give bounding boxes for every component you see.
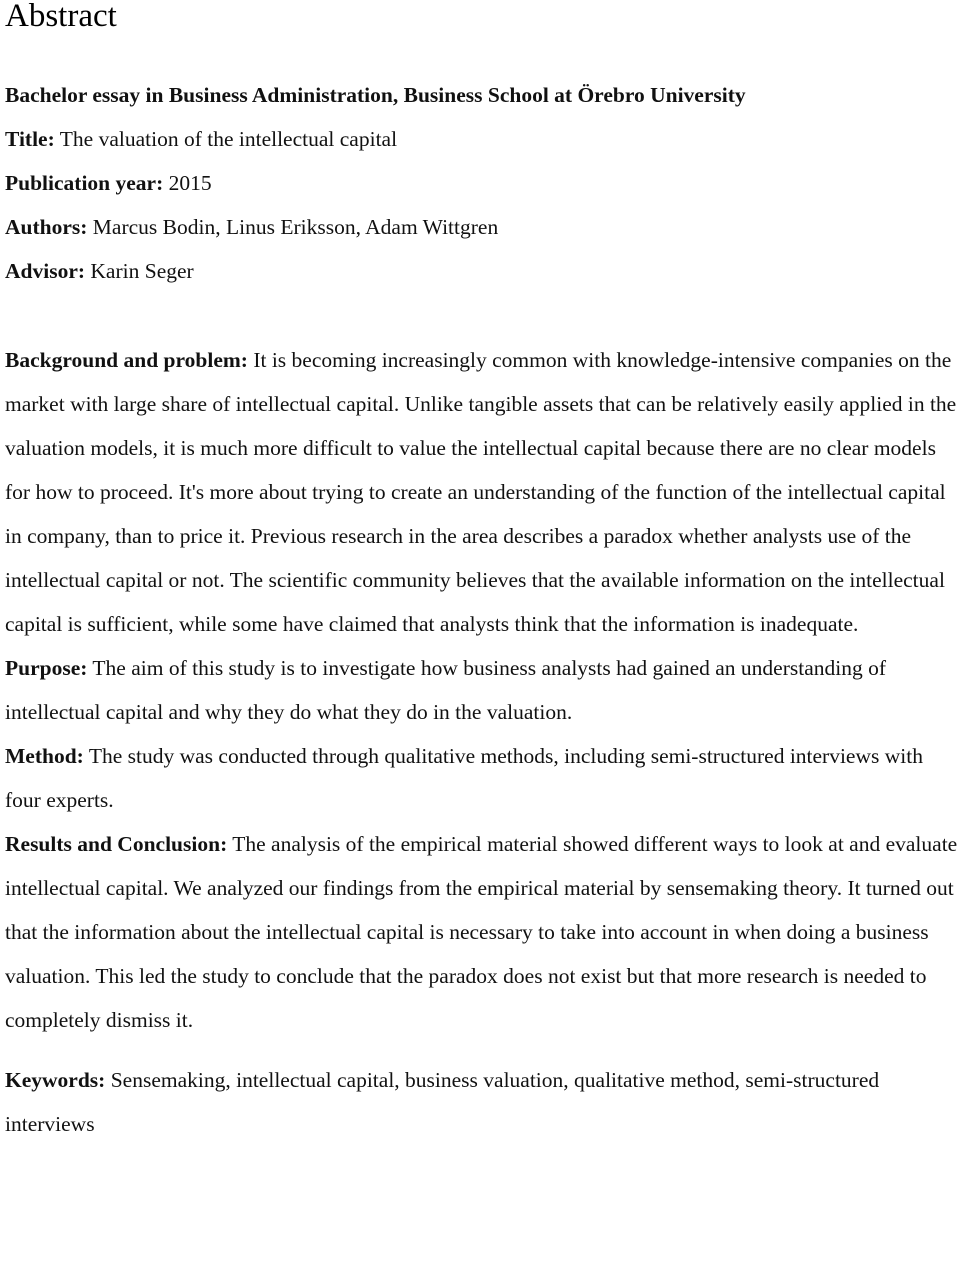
authors-line [5, 212, 960, 256]
advisor-value: Karin Seger [90, 259, 194, 283]
metadata-block [5, 80, 960, 300]
results-paragraph [5, 822, 960, 1042]
results-text: The analysis of the empirical material showed different ways to look at and evaluate intellectual capital. We analyzed our findings from the empirical material by sensemaking theory. It turned out that the information about the intellectual capital is necessary to take into account in when doing a business valuation. This led the study to conclude that the paradox does not exist but that more research is needed to completely dismiss it. [5, 832, 958, 1032]
keywords-value: Sensemaking, intellectual capital, business valuation, qualitative method, semi-structured interviews [5, 1068, 880, 1136]
background-text: It is becoming increasingly common with knowledge-intensive companies on the market with large share of intellectual capital. Unlike tangible assets that can be relatively easily applied in the valuation models, it is much more difficult to value the intellectual capital because there are no clear models for how to proceed. It's more about trying to create an understanding of the function of the intellectual capital in company, than to price it. Previous research in the area describes a paradox whether analysts use of the intellectual capital or not. The scientific community believes that the available information on the intellectual capital is sufficient, while some have claimed that analysts think that the information is inadequate. [5, 348, 957, 636]
title-label: Title: [5, 127, 55, 151]
method-paragraph [5, 734, 960, 822]
abstract-page [5, 0, 960, 1146]
keywords-label: Keywords: [5, 1068, 106, 1092]
results-label: Results and Conclusion: [5, 832, 228, 856]
method-label: Method: [5, 744, 84, 768]
year-line [5, 168, 960, 212]
purpose-paragraph [5, 646, 960, 734]
title-line [5, 124, 960, 168]
essay-description: Bachelor essay in Business Administration, Business School at Örebro University [5, 83, 746, 107]
advisor-label: Advisor: [5, 259, 86, 283]
background-paragraph [5, 338, 960, 646]
purpose-label: Purpose: [5, 656, 88, 680]
advisor-line [5, 256, 960, 300]
abstract-body [5, 338, 960, 1042]
background-label: Background and problem: [5, 348, 248, 372]
authors-label: Authors: [5, 215, 88, 239]
year-value: 2015 [168, 171, 212, 195]
title-value: The valuation of the intellectual capital [59, 127, 398, 151]
keywords-block [5, 1058, 960, 1146]
method-text: The study was conducted through qualitative methods, including semi-structured interviews with four experts. [5, 744, 923, 812]
page-title: Abstract [5, 0, 117, 34]
year-label: Publication year: [5, 171, 164, 195]
authors-value: Marcus Bodin, Linus Eriksson, Adam Wittgren [92, 215, 499, 239]
purpose-text: The aim of this study is to investigate how business analysts had gained an understanding of intellectual capital and why they do what they do in the valuation. [5, 656, 887, 724]
essay-line [5, 80, 960, 124]
